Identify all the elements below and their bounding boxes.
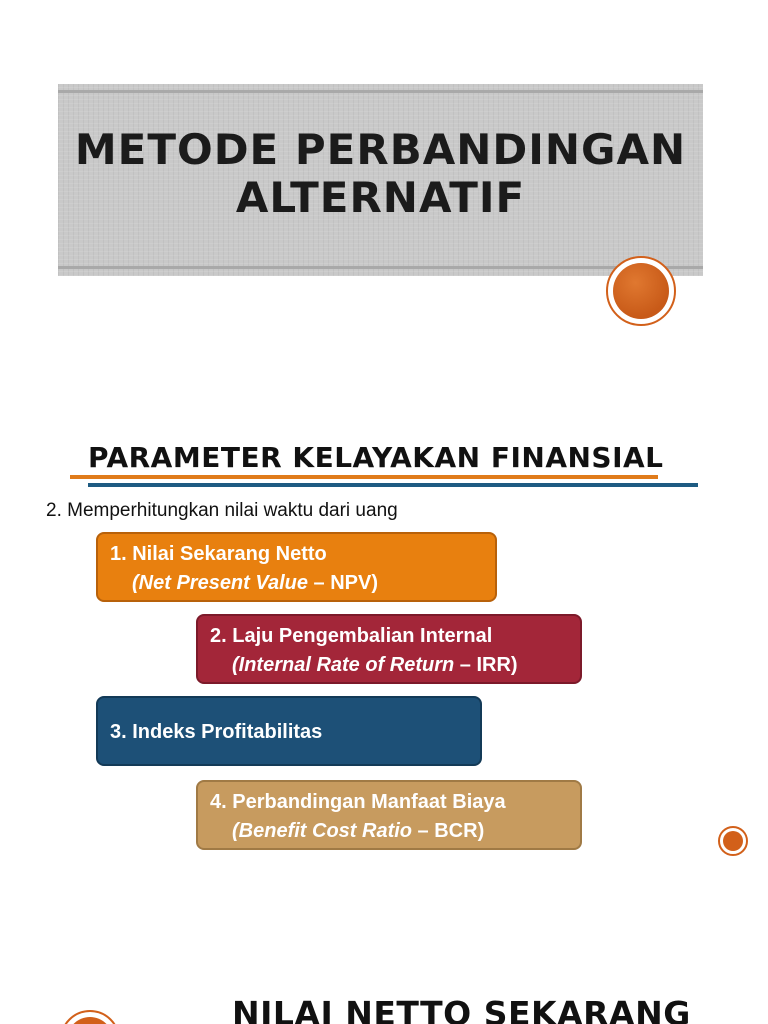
- parameter-box-npv: [96, 532, 497, 602]
- parameter-npv-abbrev: – NPV): [308, 572, 379, 594]
- heading-rule-blue: [88, 483, 698, 487]
- title-rule-bottom: [58, 266, 703, 269]
- parameter-npv-english: (Net Present Value: [132, 572, 308, 594]
- parameter-irr-english: (Internal Rate of Return: [232, 654, 455, 676]
- parameter-bcr-english: (Benefit Cost Ratio: [232, 820, 412, 842]
- heading-rule-orange: [70, 475, 658, 479]
- decorative-circle-partial: [60, 1010, 120, 1024]
- parameter-bcr-subtitle: [210, 817, 568, 846]
- decorative-circle-small-fill: [723, 831, 743, 851]
- parameter-npv-subtitle: [110, 569, 483, 598]
- next-slide-heading: NILAI NETTO SEKARANG: [232, 994, 691, 1024]
- parameter-irr-title: 2. Laju Pengembalian Internal: [210, 625, 493, 647]
- parameter-box-irr: [196, 614, 582, 684]
- parameter-npv-title: 1. Nilai Sekarang Netto: [110, 543, 327, 565]
- parameter-irr-subtitle: [210, 651, 568, 680]
- decorative-circle-large: [606, 256, 676, 326]
- decorative-circle-small: [718, 826, 748, 856]
- parameter-box-bcr: [196, 780, 582, 850]
- section-heading: PARAMETER KELAYAKAN FINANSIAL: [88, 441, 664, 474]
- decorative-circle-partial-fill: [67, 1017, 113, 1024]
- intro-text: 2. Memperhitungkan nilai waktu dari uang: [46, 500, 398, 521]
- parameter-bcr-title: 4. Perbandingan Manfaat Biaya: [210, 791, 506, 813]
- slide-title: [58, 126, 703, 222]
- decorative-circle-fill: [613, 263, 669, 319]
- title-rule-top: [58, 90, 703, 93]
- parameter-box-pi: [96, 696, 482, 766]
- slide-title-line1: METODE PERBANDINGAN: [74, 125, 687, 174]
- parameter-pi-title: 3. Indeks Profitabilitas: [110, 721, 323, 743]
- slide-title-line2: ALTERNATIF: [235, 173, 526, 222]
- parameter-irr-abbrev: – IRR): [454, 654, 518, 676]
- parameter-bcr-abbrev: – BCR): [412, 820, 485, 842]
